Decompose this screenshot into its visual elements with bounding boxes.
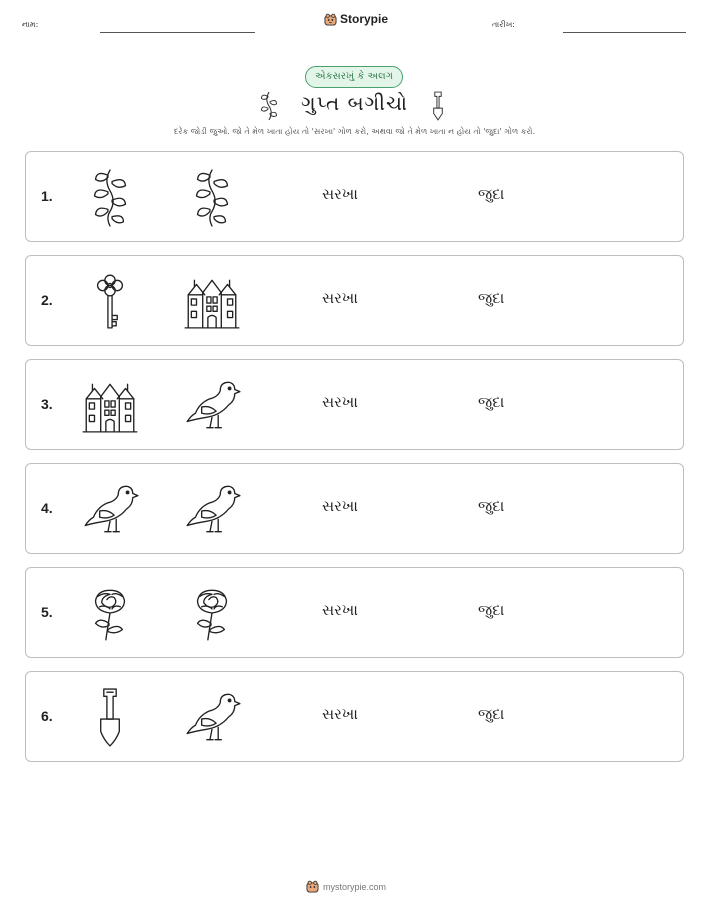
exercise-row bbox=[25, 567, 684, 658]
vine-icon bbox=[181, 166, 243, 228]
rose-icon bbox=[181, 582, 243, 644]
date-label: તારીખ: bbox=[492, 20, 515, 29]
shovel-icon bbox=[79, 686, 141, 748]
rose-icon bbox=[79, 582, 141, 644]
same-option[interactable]: સરખા bbox=[322, 393, 358, 411]
worksheet-type-badge: એકસરખું કે અલગ bbox=[305, 66, 403, 88]
shovel-icon bbox=[430, 91, 446, 121]
exercise-row bbox=[25, 671, 684, 762]
row-number: 3. bbox=[41, 396, 53, 412]
row-number: 4. bbox=[41, 500, 53, 516]
different-option[interactable]: જુદા bbox=[478, 289, 505, 307]
row-number: 6. bbox=[41, 708, 53, 724]
name-label: નામ: bbox=[22, 20, 39, 29]
footer bbox=[306, 880, 386, 893]
worksheet-title: ગુપ્ત બગીચો bbox=[301, 91, 408, 115]
same-option[interactable]: સરખા bbox=[322, 289, 358, 307]
same-option[interactable]: સરખા bbox=[322, 705, 358, 723]
bird-icon bbox=[79, 478, 141, 540]
footer-url: mystorypie.com bbox=[323, 881, 387, 892]
name-line[interactable] bbox=[100, 32, 255, 33]
same-option[interactable]: સરખા bbox=[322, 601, 358, 619]
worksheet-header bbox=[0, 0, 709, 45]
house-icon bbox=[181, 270, 243, 332]
bird-icon bbox=[181, 478, 243, 540]
row-number: 2. bbox=[41, 292, 53, 308]
brand-logo bbox=[324, 12, 388, 26]
row-number: 1. bbox=[41, 188, 53, 204]
exercise-row bbox=[25, 463, 684, 554]
exercise-row bbox=[25, 359, 684, 450]
exercise-row bbox=[25, 255, 684, 346]
different-option[interactable]: જુદા bbox=[478, 393, 505, 411]
same-option[interactable]: સરખા bbox=[322, 185, 358, 203]
bird-icon bbox=[181, 686, 243, 748]
storypie-mascot-icon bbox=[324, 13, 337, 26]
different-option[interactable]: જુદા bbox=[478, 185, 505, 203]
storypie-mascot-icon bbox=[306, 880, 319, 893]
date-line[interactable] bbox=[563, 32, 686, 33]
row-number: 5. bbox=[41, 604, 53, 620]
different-option[interactable]: જુદા bbox=[478, 601, 505, 619]
house-icon bbox=[79, 374, 141, 436]
different-option[interactable]: જુદા bbox=[478, 497, 505, 515]
different-option[interactable]: જુદા bbox=[478, 705, 505, 723]
same-option[interactable]: સરખા bbox=[322, 497, 358, 515]
bird-icon bbox=[181, 374, 243, 436]
title-row bbox=[0, 89, 709, 123]
brand-name: Storypie bbox=[340, 12, 389, 26]
instructions-text: દરેક જોડી જુઓ. જો તે મેળ ખાતા હોય તો 'સરખા' ગોળ કરો, અથવા જો તે મેળ ખાતા ન હોય તો 'જુદા' ગોળ કરો. bbox=[173, 127, 536, 136]
exercise-row bbox=[25, 151, 684, 242]
key-icon bbox=[79, 270, 141, 332]
vine-icon bbox=[79, 166, 141, 228]
